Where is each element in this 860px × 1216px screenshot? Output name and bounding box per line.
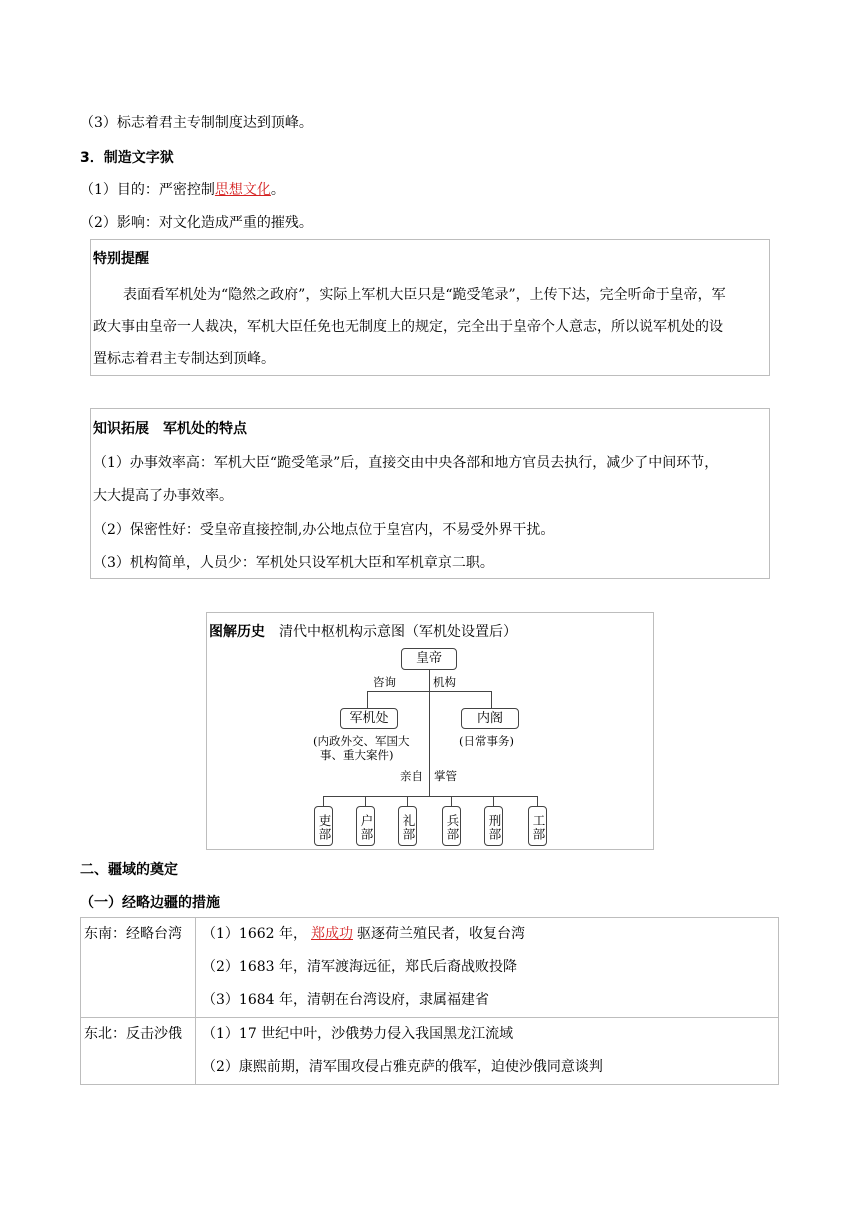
- measures-cell-northeast: [196, 1018, 779, 1085]
- lower-branch-line: [323, 796, 537, 797]
- junjichu-note-2: 事、重大案件): [320, 748, 394, 762]
- upper-branch-line: [367, 691, 491, 692]
- ministry-li-personnel: 吏部: [314, 806, 333, 846]
- extension-line-4: （3）机构简单，人员少：军机处只设军机大臣和军机章京二职。: [93, 555, 494, 571]
- region-cell-southeast: 东南：经略台湾: [81, 918, 196, 1018]
- knowledge-extension-box: [90, 408, 770, 579]
- consult-right-label: 机构: [433, 675, 456, 689]
- ministry-bing-war: 兵部: [442, 806, 461, 846]
- northeast-item-2: （2）康熙前期，清军围攻侵占雅克萨的俄军，迫使沙俄同意谈判: [202, 1059, 603, 1075]
- diagram-caption: 清代中枢机构示意图（军机处设置后）: [279, 624, 517, 640]
- purpose-prefix: （1）目的：严密控制: [80, 182, 215, 198]
- northeast-item-1: （1）17 世纪中叶，沙俄势力侵入我国黑龙江流域: [202, 1026, 514, 1042]
- diagram-label: 图解历史: [209, 624, 265, 640]
- neige-node: 内阁: [461, 708, 519, 729]
- purpose-highlight: 思想文化: [214, 182, 271, 198]
- heading-wenziyu: 3．制造文字狱: [80, 150, 174, 166]
- frontier-measures-table: [80, 917, 779, 1085]
- neige-connector: [491, 691, 492, 708]
- reminder-line-2: 政大事由皇帝一人裁决，军机大臣任免也无制度上的规定，完全出于皇帝个人意志，所以说军机处的设: [93, 319, 723, 335]
- direct-left-label: 亲自: [400, 769, 423, 783]
- southeast-item-1: （1）1662 年， 郑成功 驱逐荷兰殖民者，收复台湾: [202, 926, 525, 942]
- trunk-line: [429, 670, 430, 796]
- extension-line-2: 大大提高了办事效率。: [93, 488, 233, 504]
- section-2-subheading: （一）经略边疆的措施: [80, 895, 220, 911]
- extension-title: 知识拓展 军机处的特点: [93, 421, 247, 437]
- junjichu-note-1: (内政外交、军国大: [313, 734, 410, 748]
- purpose-line: [80, 179, 285, 199]
- central-institution-diagram: [206, 612, 654, 850]
- neige-note: (日常事务): [459, 734, 514, 748]
- southeast-item-2: （2）1683 年，清军渡海远征，郑氏后裔战败投降: [202, 959, 517, 975]
- zheng-chenggong-highlight: 郑成功: [311, 926, 353, 942]
- junjichu-node: 军机处: [340, 708, 398, 729]
- special-reminder-box: [90, 239, 770, 376]
- extension-line-1: （1）办事效率高：军机大臣“跪受笔录”后，直接交由中央各部和地方官员去执行，减少了中间环节，: [93, 455, 719, 471]
- consult-left-label: 咨询: [373, 675, 396, 689]
- direct-right-label: 掌管: [434, 769, 457, 783]
- junjichu-connector: [367, 691, 368, 708]
- impact-line: （2）影响：对文化造成严重的摧残。: [80, 215, 313, 231]
- reminder-line-3: 置标志着君主专制达到顶峰。: [93, 351, 275, 367]
- region-cell-northeast: 东北：反击沙俄: [81, 1018, 196, 1085]
- southeast-item-3: （3）1684 年，清朝在台湾设府，隶属福建省: [202, 992, 489, 1008]
- diagram-header: [209, 621, 517, 641]
- purpose-suffix: 。: [270, 182, 285, 198]
- reminder-line-1: 表面看军机处为“隐然之政府”，实际上军机大臣只是“跪受笔录”，上传下达，完全听命于皇帝，军: [123, 287, 726, 303]
- measures-cell-southeast: [196, 918, 779, 1018]
- extension-line-3: （2）保密性好：受皇帝直接控制,办公地点位于皇宫内，不易受外界干扰。: [93, 522, 555, 538]
- ministry-xing-justice: 刑部: [484, 806, 503, 846]
- table-row: [81, 1018, 779, 1085]
- section-2-heading: 二、疆域的奠定: [80, 862, 178, 878]
- ministry-hu-revenue: 户部: [356, 806, 375, 846]
- ministry-li-rites: 礼部: [398, 806, 417, 846]
- emperor-node: 皇帝: [401, 648, 457, 670]
- ministry-gong-works: 工部: [528, 806, 547, 846]
- item-3: （3）标志着君主专制制度达到顶峰。: [80, 115, 313, 131]
- table-row: [81, 918, 779, 1018]
- reminder-title: 特别提醒: [93, 251, 149, 267]
